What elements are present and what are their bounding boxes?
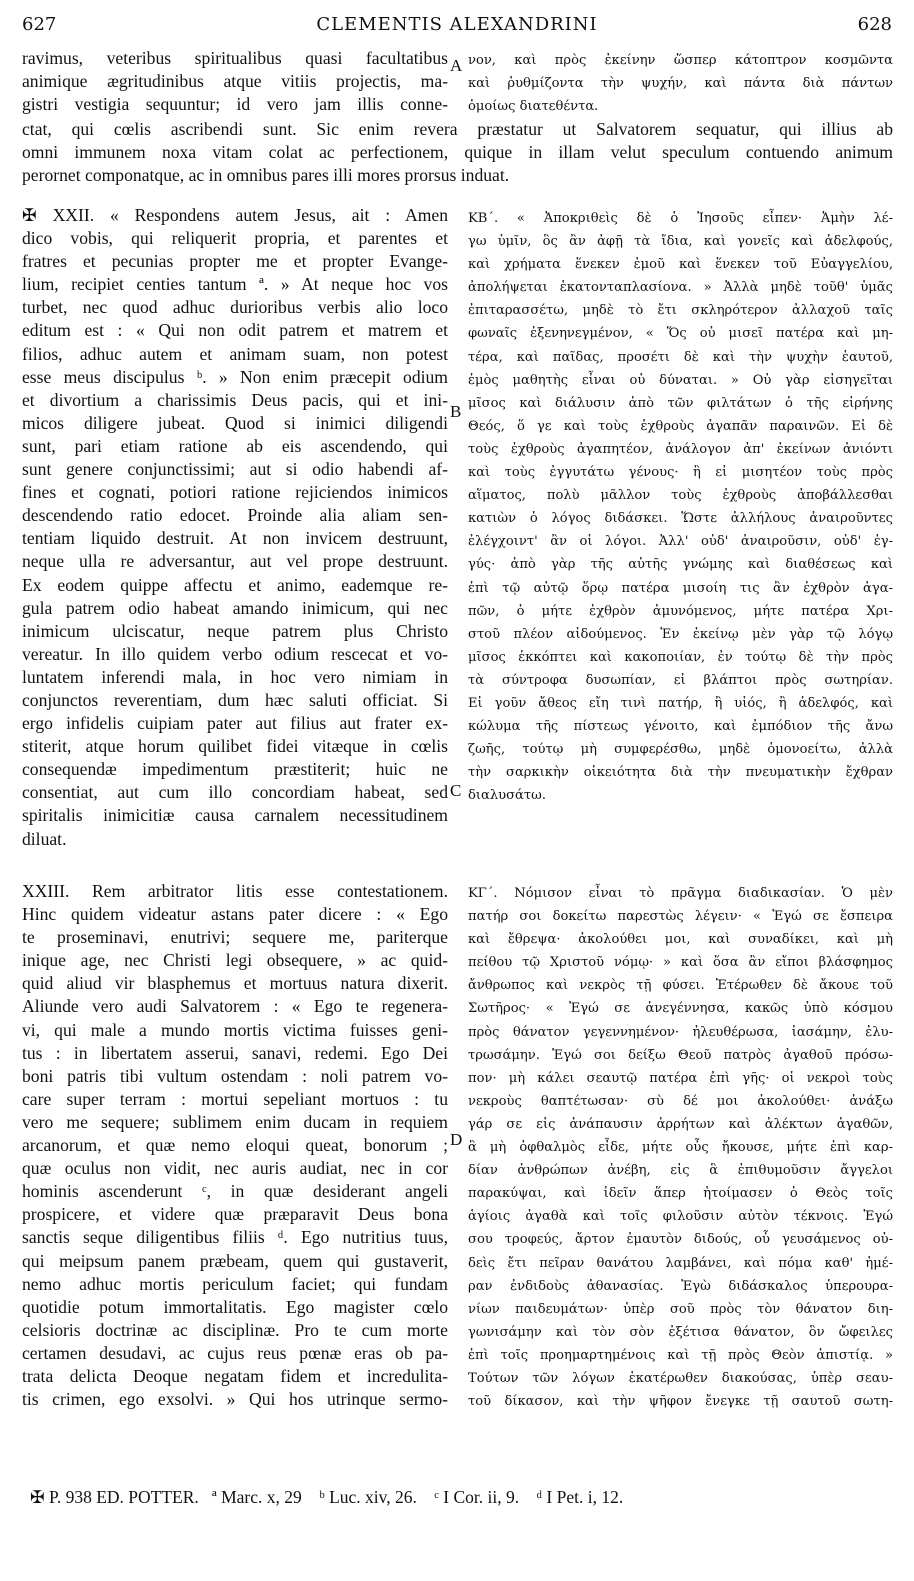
text-line: neque ulla re adversantur, aut vel prope destruunt. bbox=[22, 551, 448, 572]
text-line: ἀπολήψεται ἑκατονταπλασίονα. » Ἀλλὰ μηδὲ τοῦθ' ὑμᾶς bbox=[468, 280, 893, 296]
text-line: filios, adhuc autem et animam suam, non potest bbox=[22, 343, 448, 364]
text-line: boni patris tibi vultum ostendam : noli patrem vo- bbox=[22, 1065, 448, 1086]
margin-marker-b: B bbox=[450, 402, 462, 421]
text-line: XXIII. Rem arbitrator litis esse contestationem. bbox=[22, 881, 448, 901]
text-line: παρακύψαι, καὶ ἰδεῖν ἅπερ ἡτοίμασεν ὁ Θεὸς τοῖς bbox=[468, 1186, 893, 1202]
text-line: consentiat, aut cum illo concordiam habeat, sed bbox=[22, 782, 448, 803]
text-line: inimicum ulciscatur, neque patrem plus Christo bbox=[22, 620, 448, 641]
text-line: arcanorum, et quæ nemo eloqui queat, bonorum ; bbox=[22, 1135, 448, 1156]
text-line: Ex eodem quippe affectu et animo, eademque re- bbox=[22, 574, 448, 595]
text-line: fines et cognati, potiori ratione rejiciendos inimicos bbox=[22, 482, 448, 503]
text-line: hominis ascenderunt ᶜ, in quæ desiderant angeli bbox=[22, 1181, 448, 1202]
text-line: vereatur. In illo quidem verbo odium rescecat et vo- bbox=[22, 643, 448, 664]
text-line: γύς· ἀπὸ γὰρ τῆς αὐτῆς γνώμης καὶ διαθέσεως καὶ bbox=[468, 557, 893, 573]
text-line: ἁγίοις ἀγαθὰ καὶ τοῖς φιλοῦσιν αὐτὸν τέκνοις. Ἐγώ bbox=[468, 1209, 893, 1225]
text-line: diluat. bbox=[22, 828, 67, 849]
text-line: animique ægritudinibus atque vitiis projectis, ma- bbox=[22, 71, 448, 92]
text-line: editum est : « Qui non odit patrem et matrem et bbox=[22, 320, 448, 341]
text-line: πῶν, ὁ μήτε ἐχθρὸν ἀμυνόμενος, μήτε πατέρα Χρι- bbox=[468, 603, 893, 619]
text-line: ✠ XXII. « Respondens autem Jesus, ait : Amen bbox=[22, 205, 448, 225]
footnote-a: ª Marc. x, 29 bbox=[211, 1487, 302, 1507]
text-line: vero me sequere; sublimem enim ducam in requiem bbox=[22, 1111, 448, 1132]
latin-column-segment-1 bbox=[22, 47, 448, 116]
footnotes bbox=[30, 1487, 623, 1508]
text-line: te proseminavi, enutrivi; sequere me, pariterque bbox=[22, 927, 448, 948]
text-line: ἐμὸς μαθητὴς εἶναι οὐ δύναται. » Οὐ γὰρ εἰσηγεῖται bbox=[468, 372, 893, 388]
text-line: δίαν ἀνθρώπων ἀνέβη, εἰς ἃ ἐπιθυμοῦσιν ἄγγελοι bbox=[468, 1163, 893, 1179]
text-line: ravimus, veteribus spiritualibus quasi facultatibus bbox=[22, 48, 448, 68]
text-line: celsioris doctrinæ ac disciplinæ. Pro te cum morte bbox=[22, 1319, 448, 1340]
text-line: φωναῖς ἐξενηνεγμένον, « Ὅς οὐ μισεῖ πατέρα καὶ μη- bbox=[468, 326, 893, 342]
text-line: ΚΒ΄. « Ἀποκριθεὶς δὲ ὁ Ἰησοῦς εἶπεν· Ἀμὴν λέ- bbox=[468, 211, 893, 226]
text-line: τοῦ δίκασον, καὶ τὴν ψῆφον ἔνεγκε τῇ σαυτοῦ σωτη- bbox=[468, 1394, 893, 1410]
text-line: sanctis seque diligentibus filiis ᵈ. Ego nutritius tuus, bbox=[22, 1227, 448, 1248]
text-line: κώλυμα τῆς πίστεως γένοιτο, καὶ ἐμπόδιον τῆς ἄνω bbox=[468, 719, 893, 735]
text-line: στοῦ πλέον αἰδούμενος. Ἐν ἐκείνῳ μὲν γὰρ τῷ λόγῳ bbox=[468, 626, 893, 642]
text-line: ἐπὶ τοῖς προημαρτημένοις καὶ τῇ πρὸς Θεὸν ἀπιστίᾳ. » bbox=[468, 1347, 893, 1363]
text-line: tis crimen, ego exsolvi. » Qui hos utrinque sermo- bbox=[22, 1389, 448, 1410]
text-line: αἵματος, πολὺ μᾶλλον τοὺς ἐχθροὺς ἀποβάλλεσθαι bbox=[468, 488, 893, 504]
text-line: dico vobis, qui reliquerit propria, et parentes et bbox=[22, 228, 448, 249]
text-line: πον· μὴ κάλει σεαυτῷ πατέρα ἐπὶ γῆς· οἱ νεκροὶ τοὺς bbox=[468, 1070, 893, 1086]
text-line: ἐπὶ τῷ αὐτῷ ὅρῳ πατέρα μισοίη τις ἂν ἐχθρὸν ἀγα- bbox=[468, 580, 893, 596]
latin-full-width-segment bbox=[22, 118, 893, 187]
text-line: lium, recipiet centies tantum ª. » At neque hoc vos bbox=[22, 274, 448, 295]
text-line: esse meus discipulus ᵇ. » Non enim præcepit odium bbox=[22, 366, 448, 387]
text-line: tentiam liquido destruit. At non invicem destruunt, bbox=[22, 528, 448, 549]
margin-marker-d: D bbox=[450, 1130, 463, 1149]
text-line: Τούτων τῶν λόγων ἑκατέρωθεν διακούσας, ὑπὲρ σεαυ- bbox=[468, 1370, 893, 1386]
footnote-edition: ✠ P. 938 ED. POTTER. bbox=[30, 1487, 199, 1507]
text-line: ctat, qui cœlis ascribendi sunt. Sic enim revera præstatur ut Salvatorem sequatur, qui illius ab bbox=[22, 119, 893, 139]
text-line: fratres et pecunias propter me et propter Evange- bbox=[22, 251, 448, 272]
text-line: stiterit, atque horum quilibet fidei vitæque in cœlis bbox=[22, 736, 448, 757]
text-line: certamen desudavi, ac cujus reus pœnæ eras ob pa- bbox=[22, 1342, 448, 1363]
running-head bbox=[22, 14, 892, 40]
text-line: καὶ χρήματα ἕνεκεν ἐμοῦ καὶ ἕνεκεν τοῦ Εὐαγγελίου, bbox=[468, 257, 893, 273]
text-line: luntatem inferendi mala, in hoc vero nimiam in bbox=[22, 666, 448, 687]
text-line: γω ὑμῖν, ὃς ἂν ἀφῇ τὰ ἴδια, καὶ γονεῖς καὶ ἀδελφούς, bbox=[468, 234, 893, 250]
latin-column-chapter-23 bbox=[22, 880, 448, 1411]
text-line: care super terram : mortui sepeliant mortuos : tu bbox=[22, 1088, 448, 1109]
text-line: omni immunem noxa vitam colat ac perfectionem, quique in illam velut speculum contuendo animum bbox=[22, 142, 893, 163]
text-line: ἃ μὴ ὀφθαλμὸς εἶδε, μήτε οὖς ἤκουσε, μήτε ἐπὶ καρ- bbox=[468, 1140, 893, 1156]
text-line: καὶ τοὺς ἐγγυτάτω γένους· ἢ εἰ μισητέον τοὺς πρὸς bbox=[468, 465, 893, 481]
text-line: κατιὼν ὁ λόγος διδάσκει. Ὥστε ἀλλήλους ἀναιροῦντες bbox=[468, 511, 893, 527]
text-line: conjunctos reverentiam, dum hæc saluti officiat. Si bbox=[22, 689, 448, 710]
text-line: Εἰ γοῦν ἄθεος εἴη τινὶ πατήρ, ἢ υἱός, ἢ ἀδελφός, καὶ bbox=[468, 695, 893, 711]
text-line: τὰ σύντροφα δυσωπίαν, εἰ βλάπτοι πρὸς σωτηρίαν. bbox=[468, 672, 893, 688]
text-line: γάρ σε εἰς ἀνάπαυσιν ἀρρήτων καὶ ἀλέκτων ἀγαθῶν, bbox=[468, 1116, 893, 1132]
text-line: ἐλέγχοιντ' ἂν οἱ λόγοι. Ἀλλ' οὐδ' ἀναιροῦσιν, οὐδ' ἐγ- bbox=[468, 534, 893, 550]
text-line: micos diligere jubeat. Quod si inimici diligendi bbox=[22, 412, 448, 433]
footnote-d: ᵈ I Pet. i, 12. bbox=[536, 1487, 624, 1507]
text-line: spiritalis inimicitiæ causa carnalem necessitudinem bbox=[22, 805, 448, 826]
text-line: ραν ἐνδιδοὺς ἀθανασίας. Ἐγὼ διδάσκαλος ὑπερουρα- bbox=[468, 1278, 893, 1294]
text-line: ergo infidelis cuipiam pater aut filius aut frater ex- bbox=[22, 713, 448, 734]
greek-column-chapter-22 bbox=[468, 207, 893, 807]
footnote-b: ᵇ Luc. xiv, 26. bbox=[319, 1487, 417, 1507]
text-line: quæ oculus non vidit, nec auris audiat, nec in cor bbox=[22, 1158, 448, 1179]
page-number-right: 628 bbox=[857, 14, 892, 35]
text-line: νον, καὶ πρὸς ἐκείνην ὥσπερ κάτοπτρον κοσμῶντα bbox=[468, 53, 893, 68]
page-number-left: 627 bbox=[22, 14, 57, 35]
text-line: sunt, pari etiam ratione ab eis ascendendo, qui bbox=[22, 435, 448, 456]
text-line: ζωῆς, τούτῳ μὴ συμφερέσθω, μηδὲ ὁμονοείτω, ἀλλὰ bbox=[468, 742, 893, 758]
text-line: nemo adhuc mortis periculum faciet; qui fundam bbox=[22, 1273, 448, 1294]
text-line: καὶ ῥυθμίζοντα τὴν ψυχήν, καὶ πάντα διὰ πάντων bbox=[468, 76, 893, 92]
text-line: gula patrem odio habeat amando inimicum, qui nec bbox=[22, 597, 448, 618]
text-line: ἐπιταρασσέτω, μηδὲ τὸ ἔτι σκληρότερον ἀλλαχοῦ ταῖς bbox=[468, 303, 893, 319]
text-line: sunt genere conjunctissimi; aut si odio habendi af- bbox=[22, 459, 448, 480]
footnote-c: ᶜ I Cor. ii, 9. bbox=[434, 1487, 520, 1507]
text-line: τρωσάμην. Ἐγώ σοι δείξω Θεοῦ πατρὸς ἀγαθοῦ πρόσω- bbox=[468, 1047, 893, 1063]
text-line: τέρα, καὶ παῖδας, προσέτι δὲ καὶ τὴν ψυχὴν ἑαυτοῦ, bbox=[468, 349, 893, 365]
text-line: πρὸς θάνατον γεγεννημένον· ἠλευθέρωσα, ἰασάμην, ἐλυ- bbox=[468, 1024, 893, 1040]
greek-column-chapter-23 bbox=[468, 882, 893, 1413]
margin-marker-a: A bbox=[450, 56, 463, 75]
running-title: CLEMENTIS ALEXANDRINI bbox=[316, 14, 598, 35]
text-line: inique age, nec Christi legi obsequere, » ac quid- bbox=[22, 950, 448, 971]
text-line: quotidie potum immortalitatis. Ego magister cœlo bbox=[22, 1296, 448, 1317]
text-line: πείθου τῷ Χριστοῦ νόμῳ· » καὶ ὅσα ἂν εἴποι βλάσφημος bbox=[468, 955, 893, 971]
text-line: σου τροφεύς, ἄρτον ἐμαυτὸν διδούς, οὗ γευσάμενος οὐ- bbox=[468, 1232, 893, 1248]
text-line: Θεός, ὅ γε καὶ τοὺς ἐχθροὺς ἀγαπᾶν παραινῶν. Εἰ δὲ bbox=[468, 418, 893, 434]
text-line: διαλυσάτω. bbox=[468, 788, 546, 804]
text-line: Σωτῆρος· « Ἐγώ σε ἀνεγέννησα, κακῶς ὑπὸ κόσμου bbox=[468, 1001, 893, 1017]
text-line: Hinc quidem videatur astans pater dicere : « Ego bbox=[22, 904, 448, 925]
text-line: qui meipsum panem præbeam, quem qui gustaverit, bbox=[22, 1250, 448, 1271]
margin-marker-c: C bbox=[450, 781, 462, 800]
text-line: Aliunde vero audi Salvatorem : « Ego te regenera- bbox=[22, 996, 448, 1017]
text-line: tratа delicta Deoque negatam fidem et incredulita- bbox=[22, 1365, 448, 1386]
text-line: perornet componatque, ac in omnibus pares illi mores prorsus induat. bbox=[22, 165, 510, 186]
text-line: μῖσος καὶ διάλυσιν ἀπὸ τῶν φιλτάτων ὁ τῆς εἰρήνης bbox=[468, 395, 893, 411]
text-line: νίων παιδευμάτων· ὑπὲρ σοῦ πρὸς τὸν θάνατον διη- bbox=[468, 1301, 893, 1317]
text-line: gistri vestigia sequuntur; id vero jam illis conne- bbox=[22, 94, 448, 115]
text-line: ἄνθρωπος καὶ νεκρὸς τῇ φύσει. Ἑτέρωθεν δὲ ἄκουε τοῦ bbox=[468, 978, 893, 994]
text-line: καὶ ἔθρεψα· ἀκολούθει μοι, καὶ συναδίκει, καὶ μὴ bbox=[468, 932, 893, 948]
text-line: prospicere, et videre quæ præparavit Deus bona bbox=[22, 1204, 448, 1225]
text-line: νεκροὺς θαπτέτωσαν· σὺ δέ μοι ἀκολούθει· ἀνάξω bbox=[468, 1093, 893, 1109]
text-line: quid aliud vir blasphemus et mortuus natura dixerit. bbox=[22, 973, 448, 994]
text-line: descendendo ratio edocet. Proinde alia aliam sen- bbox=[22, 505, 448, 526]
text-line: δεὶς ἔτι πεῖραν θανάτου λαμβάνει, καὶ πόμα καθ' ἡμέ- bbox=[468, 1255, 893, 1271]
text-line: ὁμοίως διατεθέντα. bbox=[468, 99, 599, 115]
greek-column-segment-1 bbox=[468, 49, 893, 118]
text-line: τοὺς ἐχθροὺς ἀγαπητέον, ἀνάλογον ἀπ' ἐκείνων ἀνιόντι bbox=[468, 441, 893, 457]
text-line: et divortium a charissimis Deus pacis, qui et ini- bbox=[22, 389, 448, 410]
text-line: γωνισάμην καὶ τὸν σὸν ἐξέτισα θάνατον, ὃν ὤφειλες bbox=[468, 1324, 893, 1340]
text-line: μῖσος ἐκκόπτει καὶ κακοποιίαν, ἐν τούτῳ δὲ τὴν πρὸς bbox=[468, 649, 893, 665]
text-line: tus : in libertatem asserui, sanavi, redemi. Ego Dei bbox=[22, 1042, 448, 1063]
text-line: vi, qui male a mundo mortis victima fuisses geni- bbox=[22, 1019, 448, 1040]
text-line: πατήρ σοι δοκείτω παρεστὼς λέγειν· « Ἐγώ σε ἔσπειρα bbox=[468, 909, 893, 925]
latin-column-chapter-22 bbox=[22, 204, 448, 851]
text-line: turbet, nec quod adhuc durioribus verbis alio loco bbox=[22, 297, 448, 318]
text-line: consequendæ impedimentum præstiterit; huic ne bbox=[22, 759, 448, 780]
text-line: ΚΓ΄. Νόμισον εἶναι τὸ πρᾶγμα διαδικασίαν. Ὁ μὲν bbox=[468, 886, 893, 901]
text-line: τὴν σαρκικὴν οἰκειότητα διὰ τὴν πνευματικὴν ἔχθραν bbox=[468, 765, 893, 781]
